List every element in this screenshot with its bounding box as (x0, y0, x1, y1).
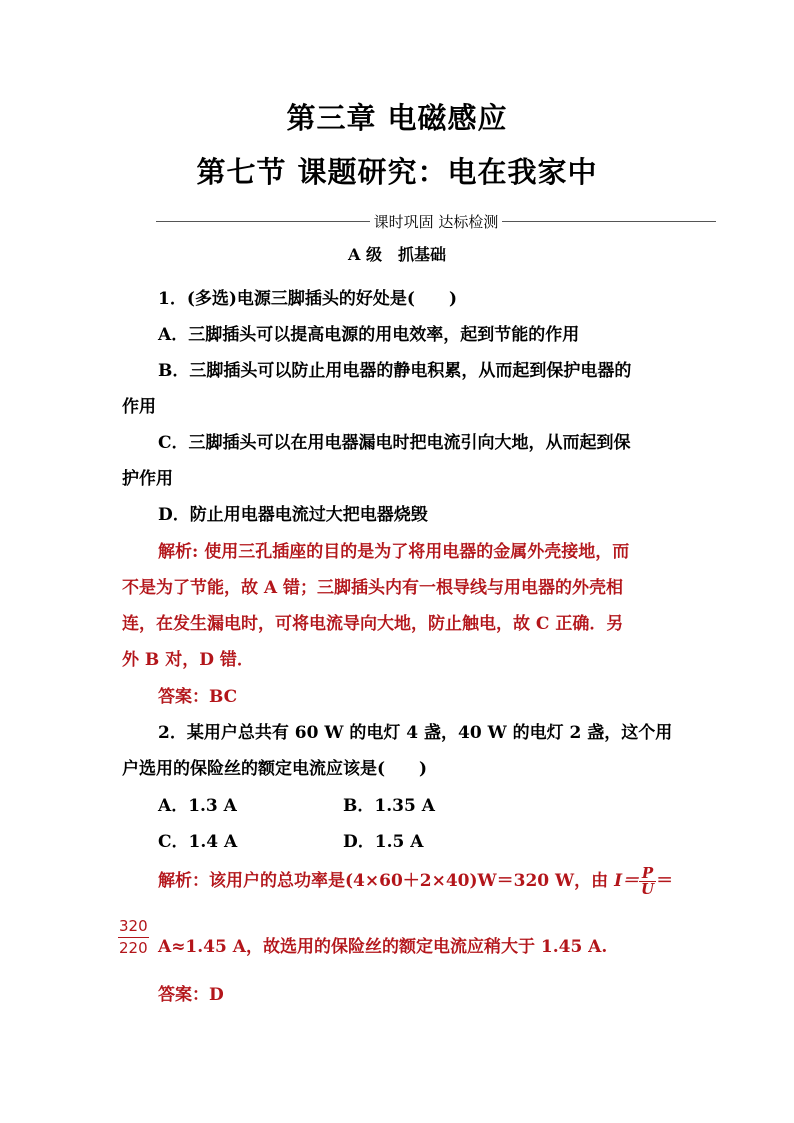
q1-answer-line (158, 682, 718, 707)
q1-option-b-line2: 作用 (122, 397, 156, 417)
banner-rule-left (156, 221, 370, 222)
q1-option-c-line1: C．三脚插头可以在用电器漏电时把电流引向大地，从而起到保 (158, 433, 631, 453)
q1-answer-value: BC (209, 687, 238, 707)
q2-formula-denominator: U (641, 880, 655, 898)
q1-option-a: A．三脚插头可以提高电源的用电效率，起到节能的作用 (158, 325, 580, 345)
q2-analysis-line1 (158, 866, 718, 897)
q2-option-a: A．1.3 A (158, 796, 237, 816)
q1-analysis-line2: 不是为了节能，故 A 错；三脚插头内有一根导线与用电器的外壳相 (122, 578, 624, 598)
q2-answer-label: 答案： (158, 985, 209, 1005)
section-title: 第七节 课题研究：电在我家中 (196, 155, 598, 189)
q1-stem: 1．(多选)电源三脚插头的好处是( ) (158, 289, 458, 309)
banner-rule-right (502, 221, 716, 222)
q1-option-d: D．防止用电器电流过大把电器烧毁 (158, 505, 428, 525)
q2-option-c: C．1.4 A (158, 832, 238, 852)
banner-text: 课时巩固 达标检测 (373, 212, 499, 231)
q1-analysis-line3: 连，在发生漏电时，可将电流导向大地，防止触电，故 C 正确．另 (122, 614, 624, 634)
q1-analysis-line1 (158, 537, 718, 562)
q2-answer-value: D (209, 985, 224, 1005)
q2-formula-numerator: P (639, 866, 656, 882)
q2-answer-line (158, 980, 718, 1005)
q2-option-b: B．1.35 A (343, 796, 435, 816)
q1-option-b-line1: B．三脚插头可以防止用电器的静电积累，从而起到保护电器的 (158, 361, 632, 381)
q2-stem-line2: 户选用的保险丝的额定电流应该是( ) (122, 759, 428, 779)
section-banner (156, 209, 716, 233)
level-heading: A 级 抓基础 (348, 245, 446, 264)
q2-option-d: D．1.5 A (343, 832, 424, 852)
q2-formula-fraction (639, 866, 656, 897)
q2-fraction-denominator: 220 (119, 938, 148, 957)
q2-value-fraction (118, 918, 149, 956)
q2-analysis-line2: A≈1.45 A，故选用的保险丝的额定电流应稍大于 1.45 A. (158, 937, 608, 957)
q1-analysis-text1: : 使用三孔插座的目的是为了将用电器的金属外壳接地，而 (192, 542, 630, 562)
chapter-title: 第三章 电磁感应 (286, 101, 508, 135)
q1-answer-label: 答案： (158, 687, 209, 707)
q2-formula-lhs: I＝ (614, 871, 640, 891)
q2-stem-line1: 2．某用户总共有 60 W 的电灯 4 盏，40 W 的电灯 2 盏，这个用 (158, 723, 673, 743)
q2-fraction-numerator: 320 (118, 918, 149, 938)
q1-analysis-tag: 解析 (158, 542, 192, 562)
q1-option-c-line2: 护作用 (122, 469, 173, 489)
q2-analysis-text1: ：该用户的总功率是(4×60＋2×40)W＝320 W，由 (192, 871, 615, 891)
q2-formula-equals: ＝ (656, 871, 674, 891)
q2-analysis-tag: 解析 (158, 871, 192, 891)
q1-analysis-line4: 外 B 对，D 错． (122, 650, 254, 670)
